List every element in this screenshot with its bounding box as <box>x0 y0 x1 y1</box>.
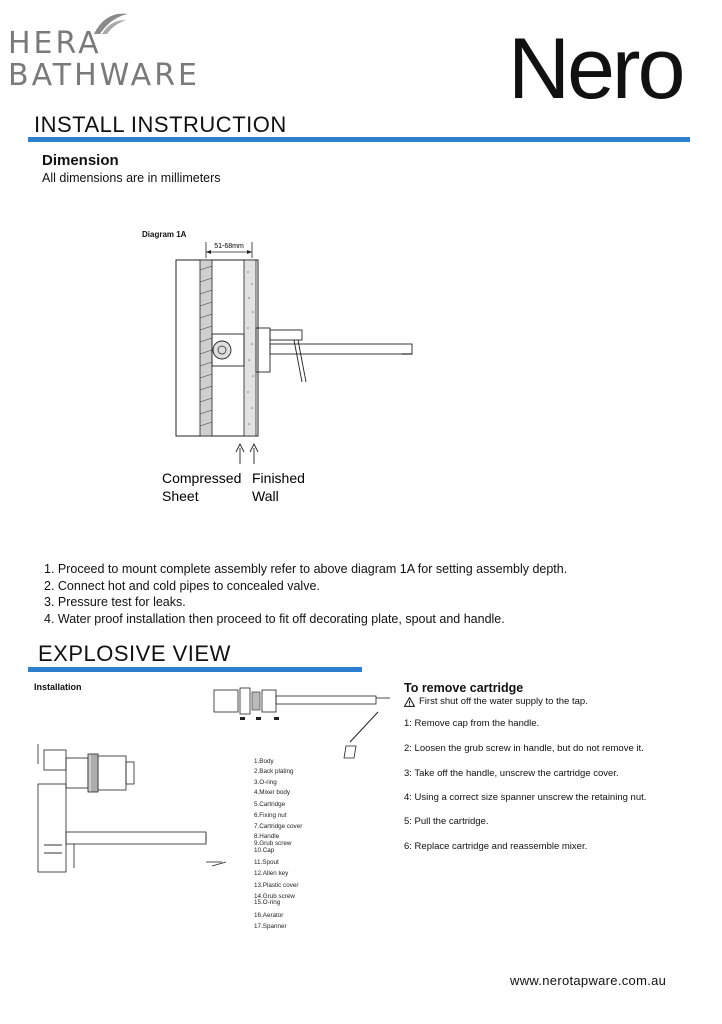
part-item: 8.Handle <box>254 833 280 840</box>
part-item: 1.Body <box>254 758 274 765</box>
cartridge-step: 3: Take off the handle, unscrew the cartridge cover. <box>404 768 619 779</box>
hera-bathware-logo <box>6 8 226 93</box>
part-item: 17.Spanner <box>254 923 287 930</box>
part-item: 4.Mixer body <box>254 789 291 796</box>
website-link[interactable]: www.nerotapware.com.au <box>510 973 667 988</box>
part-item: 15.O-ring <box>254 899 281 906</box>
part-item: 12.Allen key <box>254 870 289 877</box>
install-step: 3. Pressure test for leaks. <box>44 595 186 609</box>
part-item: 16.Aerator <box>254 912 284 919</box>
parts-list <box>254 758 302 932</box>
install-instruction-title: INSTALL INSTRUCTION <box>34 112 287 137</box>
part-item: 3.O-ring <box>254 779 277 786</box>
installation-label: Installation <box>34 682 82 692</box>
bathware-text: BATHWARE <box>8 58 201 93</box>
cartridge-step: 2: Loosen the grub screw in handle, but do not remove it. <box>404 743 644 754</box>
install-step: 4. Water proof installation then proceed to fit off decorating plate, spout and handle. <box>44 611 505 626</box>
diagram-1a <box>150 236 450 508</box>
part-item: 13.Plastic cover <box>254 882 299 889</box>
part-item: 2.Back plating <box>254 768 294 775</box>
remove-cartridge-title: To remove cartridge <box>404 681 524 695</box>
install-steps <box>44 561 567 627</box>
hera-text: HERA <box>8 26 102 61</box>
compressed-sheet-label-2: Sheet <box>162 488 199 504</box>
cartridge-step: 6: Replace cartridge and reassemble mixer. <box>404 841 588 852</box>
dimension-title: Dimension <box>42 152 119 169</box>
section-rule <box>28 137 690 142</box>
finished-wall-label-1: Finished <box>252 470 305 486</box>
finished-wall-label-2: Wall <box>252 488 279 504</box>
explosive-view-title: EXPLOSIVE VIEW <box>38 641 231 666</box>
part-item: 11.Spout <box>254 859 279 866</box>
part-item: 6.Fixing nut <box>254 812 287 819</box>
exploded-view-drawing <box>30 684 400 950</box>
warning-icon <box>404 697 415 707</box>
install-step: 2. Connect hot and cold pipes to concealed valve. <box>44 578 320 593</box>
part-item: 14.Grub screw <box>254 893 295 900</box>
section-rule <box>28 667 362 672</box>
depth-label: 51-68mm <box>214 243 244 250</box>
part-item: 9.Grub screw <box>254 840 292 847</box>
part-item: 10.Cap <box>254 847 275 854</box>
part-item: 7.Cartridge cover <box>254 823 303 830</box>
dimension-subtitle: All dimensions are in millimeters <box>42 171 221 185</box>
part-item: 5.Cartridge <box>254 801 286 808</box>
compressed-sheet-label-1: Compressed <box>162 470 242 486</box>
warning-line <box>404 696 588 707</box>
diagram-label: Diagram 1A <box>142 230 187 239</box>
install-step: 1. Proceed to mount complete assembly refer to above diagram 1A for setting assembly depth. <box>44 562 568 576</box>
cartridge-step: 5: Pull the cartridge. <box>404 816 489 827</box>
nero-logo: Nero <box>508 21 683 117</box>
cartridge-step: 1: Remove cap from the handle. <box>404 718 540 729</box>
cartridge-step: 4: Using a correct size spanner unscrew the retaining nut. <box>404 792 647 803</box>
warning-text: First shut off the water supply to the tap. <box>419 696 588 707</box>
